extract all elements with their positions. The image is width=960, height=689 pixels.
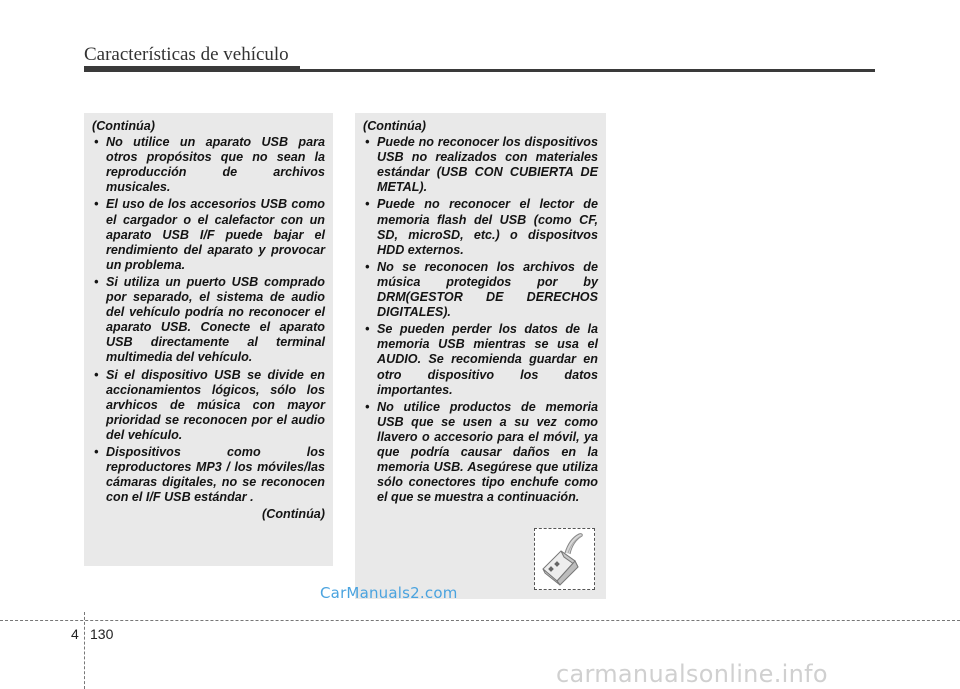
page-title: Características de vehículo [84, 44, 289, 65]
watermark-carmanualsonline: carmanualsonline.info [556, 660, 828, 688]
list-item: • Dispositivos como los reproductores MP3 / los móviles/las cámaras digitales, no se reconocen con el I/F USB estándar . [92, 445, 325, 505]
continues-label-top: (Continúa) [363, 119, 426, 133]
list-item: • Si utiliza un puerto USB comprado por separado, el sistema de audio del vehículo podría no reconocer el aparato USB. Conecte el aparato USB directamente al terminal multimedia del vehículo. [92, 275, 325, 366]
list-item: • Puede no reconocer el lector de memoria flash del USB (como CF, SD, microSD, etc.) o dispositvos HDD externos. [363, 197, 598, 257]
list-item: • No se reconocen los archivos de música protegidos por by DRM(GESTOR DE DERECHOS DIGITALES). [363, 260, 598, 320]
list-item: • Si el dispositivo USB se divide en accionamientos lógicos, sólo los arvhicos de música con mayor prioridad se reconocen por el audio del vehículo. [92, 368, 325, 443]
caution-list-left [92, 135, 325, 505]
caution-panel-right [355, 113, 606, 599]
list-item: • No utilice un aparato USB para otros propósitos que no sean la reproducción de archivos musicales. [92, 135, 325, 195]
list-item: • El uso de los accesorios USB como el cargador o el calefactor con un aparato USB I/F puede bajar el rendimiento del aparato y provocar un problema. [92, 197, 325, 272]
header-rule [84, 69, 875, 72]
list-item: • Puede no reconocer los dispositivos USB no realizados con materiales estándar (USB CON CUBIERTA DE METAL). [363, 135, 598, 195]
list-item: • No utilice productos de memoria USB que se usen a su vez como llavero o accesorio para el móvil, ya que podría causar daños en la memoria USB. Asegúrese que utiliza sólo conectores tipo enchufe como el que se muestra a continuación. [363, 400, 598, 506]
watermark-carmanuals2: CarManuals2.com [320, 584, 458, 602]
caution-list-right [363, 135, 598, 505]
footer-divider [84, 612, 85, 689]
caution-panel-left [84, 113, 333, 566]
list-item: • Se pueden perder los datos de la memoria USB mientras se usa el AUDIO. Se recomienda guardar en otro dispositivo los datos importantes. [363, 322, 598, 397]
page-number: 130 [90, 626, 114, 642]
footer-rule [0, 620, 960, 621]
continues-label-top: (Continúa) [92, 119, 155, 133]
chapter-number: 4 [71, 626, 79, 642]
usb-connector-icon [535, 529, 594, 589]
usb-connector-figure [534, 528, 595, 590]
continues-label-bottom: (Continúa) [262, 507, 325, 522]
